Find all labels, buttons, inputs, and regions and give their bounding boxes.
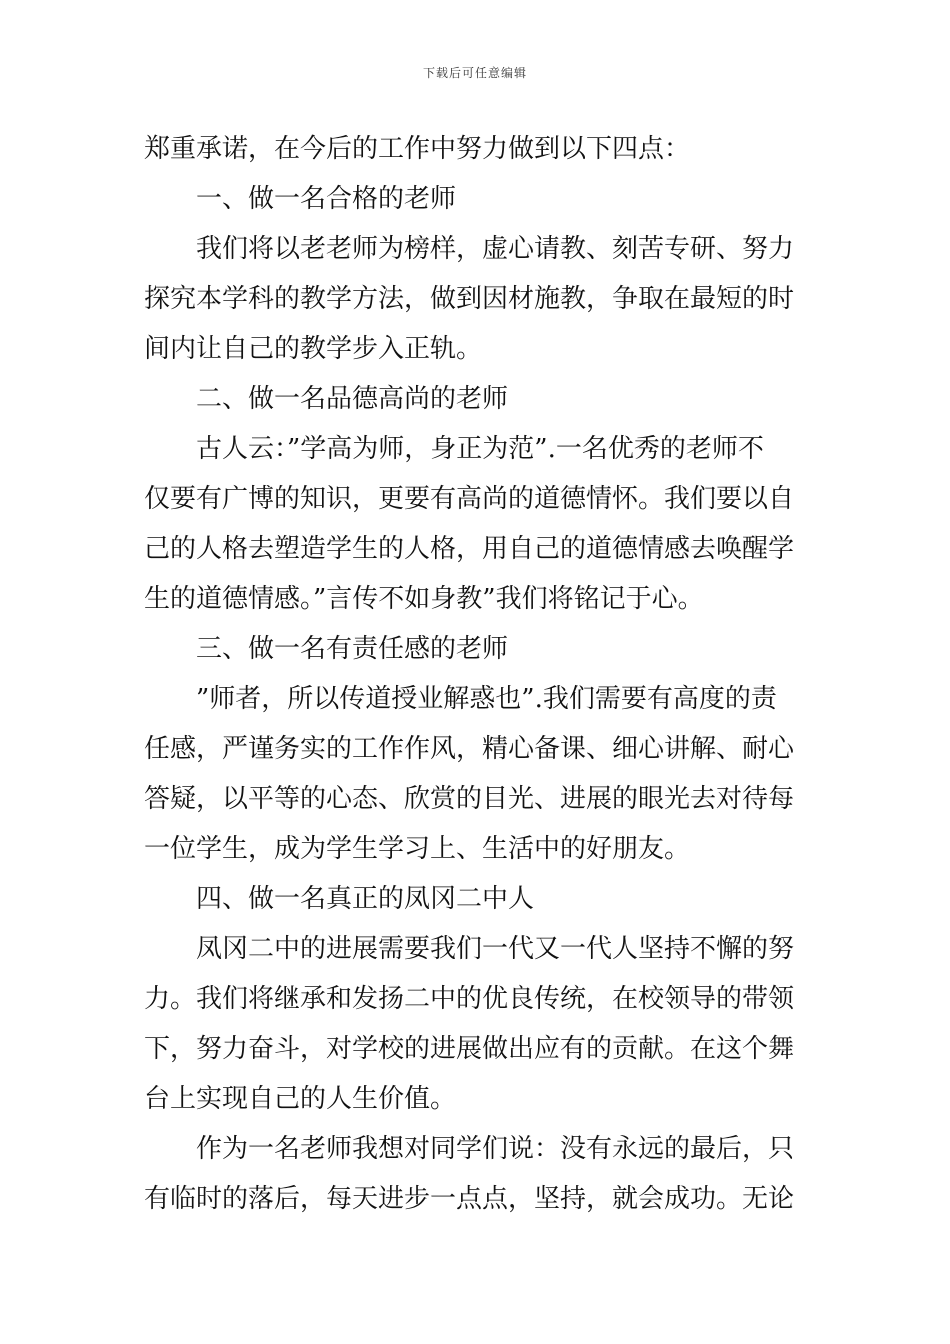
text-line: ”师者，所以传道授业解惑也”.我们需要有高度的责	[196, 684, 777, 714]
section-heading-4: 四、做一名真正的凤冈二中人	[196, 884, 535, 914]
page-header: 下载后可任意编辑	[422, 66, 527, 80]
text-line: 仅要有广博的知识，更要有高尚的道德情怀。我们要以自	[144, 484, 795, 514]
text-line: 生的道德情感。”言传不如身教”我们将铭记于心。	[144, 584, 704, 614]
document-body	[144, 124, 808, 1224]
text-line: 作为一名老师我想对同学们说：没有永远的最后，只	[196, 1134, 795, 1164]
text-line: 下，努力奋斗，对学校的进展做出应有的贡献。在这个舞	[144, 1034, 795, 1064]
text-line: 我们将以老老师为榜样，虚心请教、刻苦专研、努力	[196, 234, 795, 264]
text-line: 探究本学科的教学方法，做到因材施教，争取在最短的时	[144, 284, 795, 314]
text-line: 有临时的落后，每天进步一点点，坚持，就会成功。无论	[144, 1184, 795, 1214]
section-heading-3: 三、做一名有责任感的老师	[196, 634, 509, 664]
text-line: 任感，严谨务实的工作作风，精心备课、细心讲解、耐心	[144, 734, 795, 764]
text-line: 古人云：”学高为师，身正为范”.一名优秀的老师不	[196, 434, 764, 464]
text-line: 己的人格去塑造学生的人格，用自己的道德情感去唤醒学	[144, 534, 795, 564]
section-heading-2: 二、做一名品德高尚的老师	[196, 384, 509, 414]
text-line: 一位学生，成为学生学习上、生活中的好朋友。	[144, 834, 691, 864]
text-line: 郑重承诺，在今后的工作中努力做到以下四点：	[144, 134, 691, 164]
text-line: 间内让自己的教学步入正轨。	[144, 334, 483, 364]
text-line: 台上实现自己的人生价值。	[144, 1084, 457, 1114]
text-line: 力。我们将继承和发扬二中的优良传统，在校领导的带领	[144, 984, 795, 1014]
section-heading-1: 一、做一名合格的老师	[196, 184, 457, 214]
text-line: 凤冈二中的进展需要我们一代又一代人坚持不懈的努	[196, 934, 795, 964]
text-line: 答疑，以平等的心态、欣赏的目光、进展的眼光去对待每	[144, 784, 795, 814]
